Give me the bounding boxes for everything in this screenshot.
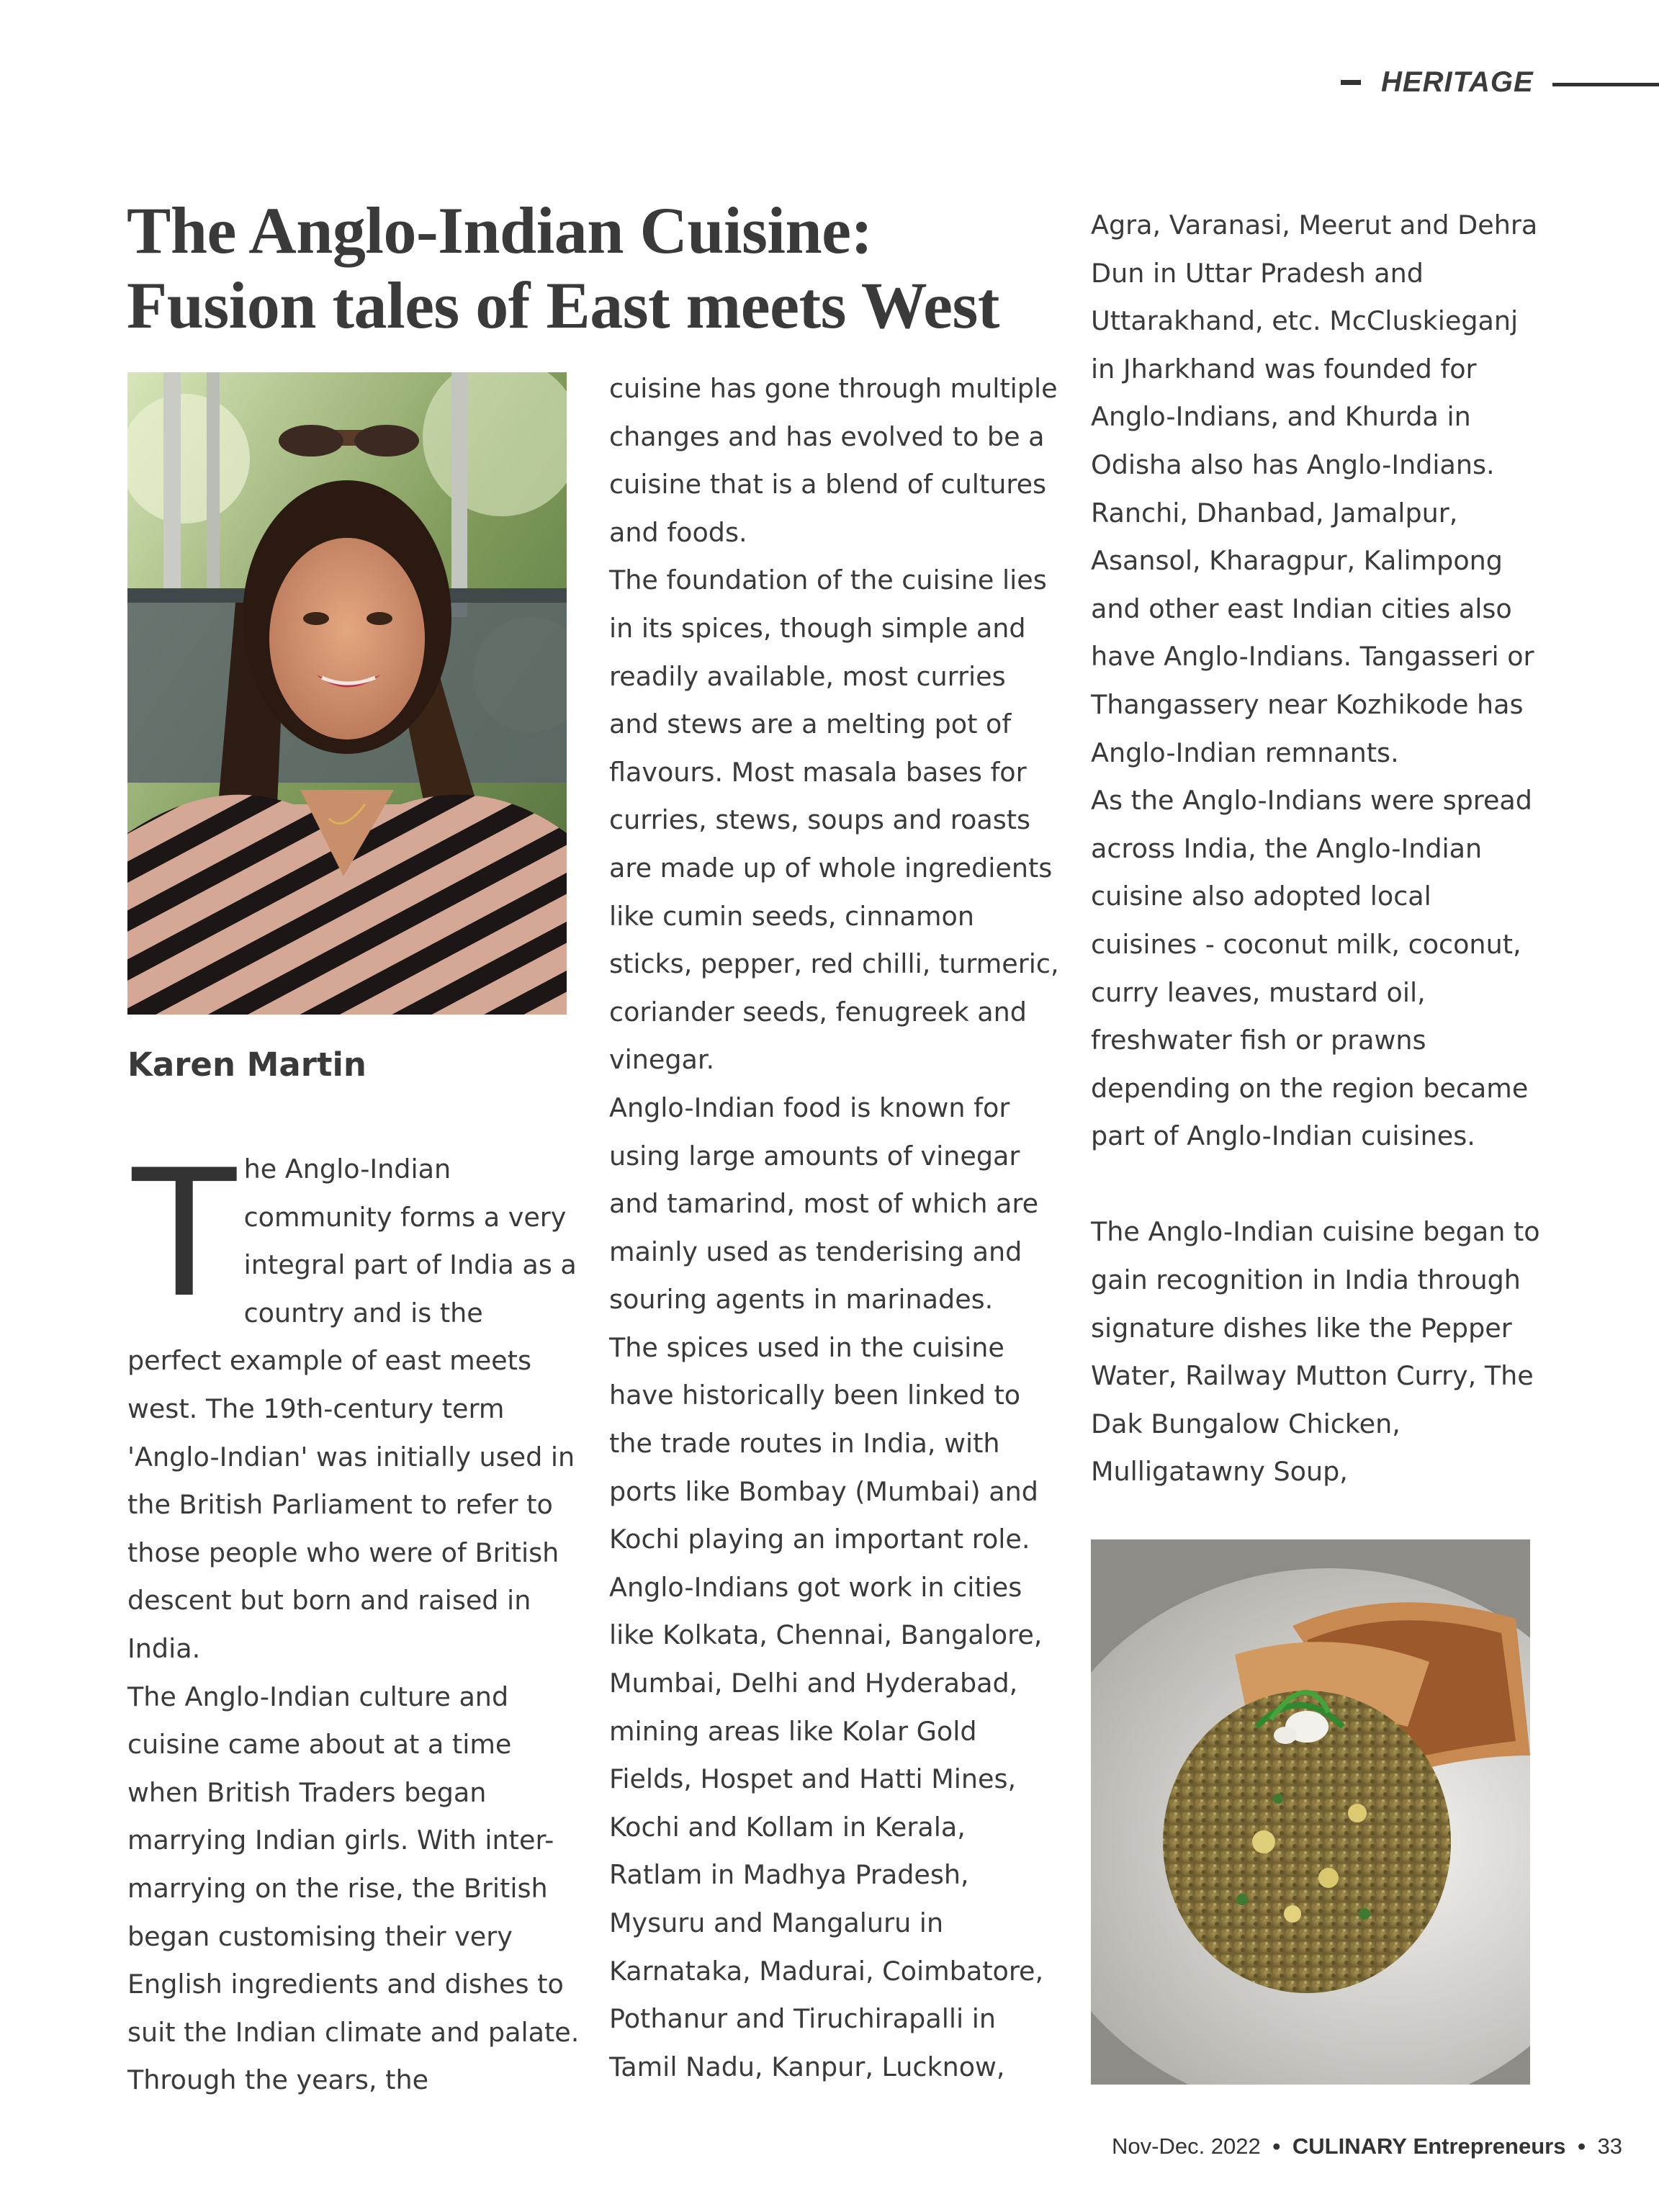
dish-photo — [1091, 1539, 1530, 2085]
tag-dash — [1341, 80, 1361, 85]
drop-cap: T — [127, 1126, 241, 1334]
page-number: 33 — [1597, 2134, 1623, 2159]
paragraph: The foundation of the cuisine lies in its spices, though simple and readily available, most curries and stews are a melting pot of flavours. Most masala bases for curries, stews, soups and roasts are made up of whole ingredients like cumin seeds, cinnamon sticks, pepper, red chilli, turmeric, coriander seeds, fenugreek and vinegar. — [609, 565, 1059, 1076]
author-name: Karen Martin — [127, 1046, 367, 1084]
paragraph: Agra, Varanasi, Meerut and Dehra Dun in Uttar Pradesh and Uttarakhand, etc. McCluskieganj in Jharkhand was founded for Anglo-Indians, and Khurda in Odisha also has Anglo-Indians. Ranchi, Dhanbad, Jamalpur, Asansol, Kharagpur, Kalimpong and other east Indian cities also have Anglo-Indians. Tangasseri or Thangassery near Kozhikode has Anglo-Indian remnants. — [1091, 210, 1538, 768]
author-portrait-photo — [127, 372, 567, 1015]
paragraph: The Anglo-Indian culture and cuisine came about at a time when British Traders began marrying Indian girls. With inter-marrying on the rise, the British began customising their very English ingredients and dishes to suit the Indian climate and palate. Through the years, the — [127, 1681, 580, 2096]
page-footer — [1112, 2134, 1622, 2159]
article-column-3 — [1091, 202, 1545, 1496]
portrait-illustration — [127, 372, 567, 1015]
issue-date: Nov-Dec. 2022 — [1112, 2134, 1261, 2159]
section-tag — [1341, 66, 1534, 99]
paragraph: As the Anglo-Indians were spread across India, the Anglo-Indian cuisine also adopted local cuisines - coconut milk, coconut, curry leaves, mustard oil, freshwater fish or prawns depending on the region became part of Anglo-Indian cuisines. — [1091, 785, 1532, 1152]
article-column-1 — [127, 1126, 581, 2105]
intro-text: he Anglo-Indian community forms a very integral part of India as a country and is the perfect example of east meets west. The 19th-century term 'Anglo-Indian' was initially used in the British Parliament to refer to those people who were of British descent but born and raised in India. — [127, 1154, 577, 1664]
paragraph: The spices used in the cuisine have historically been linked to the trade routes in India, with ports like Bombay (Mumbai) and Kochi playing an important role. — [609, 1331, 1038, 1555]
separator-bullet: • — [1578, 2134, 1586, 2159]
paragraph: Anglo-Indians got work in cities like Kolkata, Chennai, Bangalore, Mumbai, Delhi and Hyderabad, mining areas like Kolar Gold Fields, Hospet and Hatti Mines, Kochi and Kollam in Kerala, Ratlam in Madhya Pradesh, Mysuru and Mangaluru in Karnataka, Madurai, Coimbatore, Pothanur and Tiruchirapalli in Tamil Nadu, Kanpur, Lucknow, — [609, 1571, 1044, 2082]
title-line-1: The Anglo-Indian Cuisine: — [127, 194, 873, 267]
paragraph: The Anglo-Indian cuisine began to gain recognition in India through signature dishes like the Pepper Water, Railway Mutton Curry, The Dak Bungalow Chicken, Mulligatawny Soup, — [1091, 1216, 1540, 1488]
article-title — [127, 193, 1077, 343]
article-column-2 — [609, 365, 1063, 2091]
section-label: HERITAGE — [1381, 66, 1534, 98]
intro-paragraph — [127, 1126, 581, 1673]
title-line-2: Fusion tales of East meets West — [127, 269, 999, 342]
paragraph: cuisine has gone through multiple changes and has evolved to be a cuisine that is a blend of cultures and foods. — [609, 373, 1058, 548]
dish-illustration — [1091, 1539, 1530, 2085]
paragraph: Anglo-Indian food is known for using large amounts of vinegar and tamarind, most of which are mainly used as tenderising and souring agents in marinades. — [609, 1092, 1039, 1316]
section-rule — [1552, 83, 1659, 86]
magazine-name-rest: Entrepreneurs — [1413, 2134, 1566, 2159]
separator-bullet: • — [1272, 2134, 1281, 2159]
magazine-name-bold: CULINARY — [1292, 2134, 1407, 2159]
paragraph-gap — [1091, 1161, 1545, 1209]
